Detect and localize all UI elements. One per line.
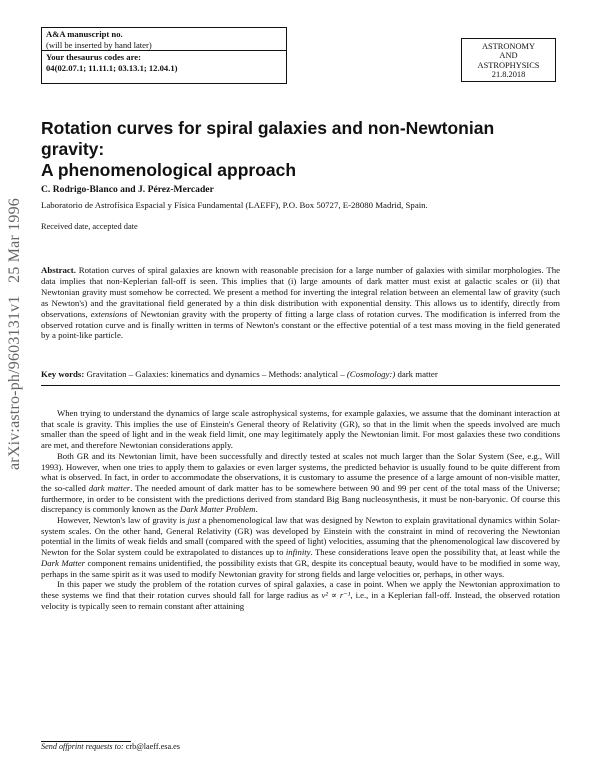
p3-italic-2: infinity [285, 547, 311, 558]
p2-text-b: . The needed amount of dark matter has to be somewhere between 90 and 99 per cent of the total mass of the Universe; furthermore, in order to be consistent with the predictions derived from standard Big Bang nucleosynthesis, it must be non-baryonic. Of course this discrepancy is commonly known as the [41, 482, 561, 515]
abstract [41, 265, 560, 341]
authors: C. Rodrigo-Blanco and J. Pérez-Mercader [41, 184, 214, 195]
paragraph-3 [41, 515, 560, 579]
p4-text-a: In this paper we study the problem of the rotation curves of spiral galaxies, a case in point. When we apply the Newtonian approximation to these systems we find that their rotation curves should fall for large radius as [41, 579, 560, 600]
p2-italic-2: Dark Matter Problem [179, 504, 256, 515]
body-text [41, 408, 560, 611]
paragraph-2 [41, 451, 560, 515]
keywords-text: Gravitation – Galaxies: kinematics and dynamics – Methods: analytical – [84, 369, 347, 379]
p4-math: v² ∝ r⁻¹ [321, 589, 351, 600]
abstract-text-b: of Newtonian gravity with the property of fitting a large class of rotation curves. The modification is inferred from the observed rotation curve and is finally written in terms of Newton's constant or the effective potential of a test mass moving in the field generated by a point-like particle. [41, 308, 561, 341]
p3-text-a: However, Newton's law of gravity is [57, 515, 188, 526]
manuscript-label: A&A manuscript no. [46, 29, 123, 39]
affiliation: Laboratorio de Astrofísica Espacial y Física Fundamental (LAEFF), P.O. Box 50727, E-28080 Madrid, Spain. [41, 200, 428, 210]
section-divider [41, 385, 560, 386]
journal-line-2: AND [499, 51, 518, 61]
p2-italic-1: dark matter [88, 482, 131, 493]
p3-italic-1: just [187, 515, 201, 526]
title-line-1: Rotation curves for spiral galaxies and non-Newtonian [41, 118, 495, 138]
arxiv-stamp: arXiv:astro-ph/9603131v1 25 Mar 1996 [6, 197, 23, 470]
paragraph-1: When trying to understand the dynamics of large scale astrophysical systems, for example galaxies, we assume that the dominant interaction at that scale is gravity. This implies the use of Einstein's General theory of Relativity (GR), so that in the limit when the speeds involved are much smaller than the speed of light and in the weak field limit, one may legitimately apply the Newtonian limit. For most galaxies these two conditions are met, and therefore Newtonian considerations apply. [41, 408, 560, 451]
p2-text-a: Both GR and its Newtonian limit, have been successfully and directly tested at scales not much larger than the Solar System (See, e.g., Will 1993). However, when one tries to apply them to galaxies or even larger systems, the predicted behavior is usually found to be quite different from what is observed. In fact, in order to accommodate the observations, it is customary to assume the presence of a large amount of non-visible matter, the so-called [41, 450, 560, 493]
p3-text-d: component remains unidentified, the possibility exists that GR, despite its conceptual beauty, would have to be modified in some way, perhaps in the same spirit as it was used to modify Newtonian gravity for strong fields and large velocities or, perhaps, in other ways. [41, 557, 561, 579]
footnote-email: crb@laeff.esa.es [123, 742, 180, 751]
paragraph-4 [41, 579, 560, 611]
p2-text-c: . [255, 504, 258, 515]
journal-line-3: ASTROPHYSICS [477, 60, 540, 70]
manuscript-info-box [41, 27, 287, 84]
p3-italic-3: Dark Matter [41, 557, 86, 568]
journal-box [461, 38, 556, 82]
thesaurus-label: Your thesaurus codes are: [46, 52, 141, 62]
footnote-label: Send offprint requests to: [41, 742, 124, 751]
title-line-2: gravity: [41, 139, 105, 159]
abstract-label: Abstract. [41, 265, 76, 275]
keywords [41, 369, 560, 379]
abstract-italic: extensions [90, 308, 128, 319]
title-line-3: A phenomenological approach [41, 160, 297, 180]
manuscript-note: (will be inserted by hand later) [46, 39, 152, 50]
paper-title [41, 118, 561, 181]
abstract-text-a: Rotation curves of spiral galaxies are known with reasonable precision for a large number of galaxies with similar morphologies. The data implies that non-Keplerian fall-off is seen. This implies that (i) large amounts of dark matter must exist at galactic scales or (ii) that Newtonian gravity must somehow be corrected. We present a method for inverting the integral relation between an elemental law of gravity (such as Newton's) and the gravitational field generated by a thin disk distribution with exponential density. This allows us to identify, directly from observations, [41, 265, 560, 319]
manuscript-number [42, 28, 286, 51]
journal-line-1: ASTRONOMY [481, 42, 536, 51]
keywords-italic: (Cosmology:) [346, 369, 396, 379]
keywords-label: Key words: [41, 369, 85, 379]
keywords-tail: dark matter [395, 369, 438, 379]
p3-text-c: . These considerations leave open the possibility that, at least while the [310, 547, 560, 558]
journal-date: 21.8.2018 [491, 70, 526, 80]
thesaurus-codes [42, 51, 286, 74]
footnote [41, 742, 180, 751]
received-date: Received date, accepted date [41, 222, 138, 231]
thesaurus-value: 04(02.07.1; 11.11.1; 03.13.1; 12.04.1) [46, 62, 178, 73]
p3-text-b: a phenomenological law that was designed by Newton to explain gravitational dynamics within Solar-system scales. On the other hand, General Relativity (GR) was developed by Einstein with the constraint in mind of recovering the Newtonian potential in the limits of weak fields and small (compared with the speed of light) velocities, assuming that the phenomenological law discovered by Newton for the Solar system could be extrapolated to distances up to [41, 515, 561, 558]
p4-text-b: , i.e., in a Keplerian fall-off. Instead, the observed rotation velocity is typically seen to remain constant after attaining [41, 589, 560, 611]
